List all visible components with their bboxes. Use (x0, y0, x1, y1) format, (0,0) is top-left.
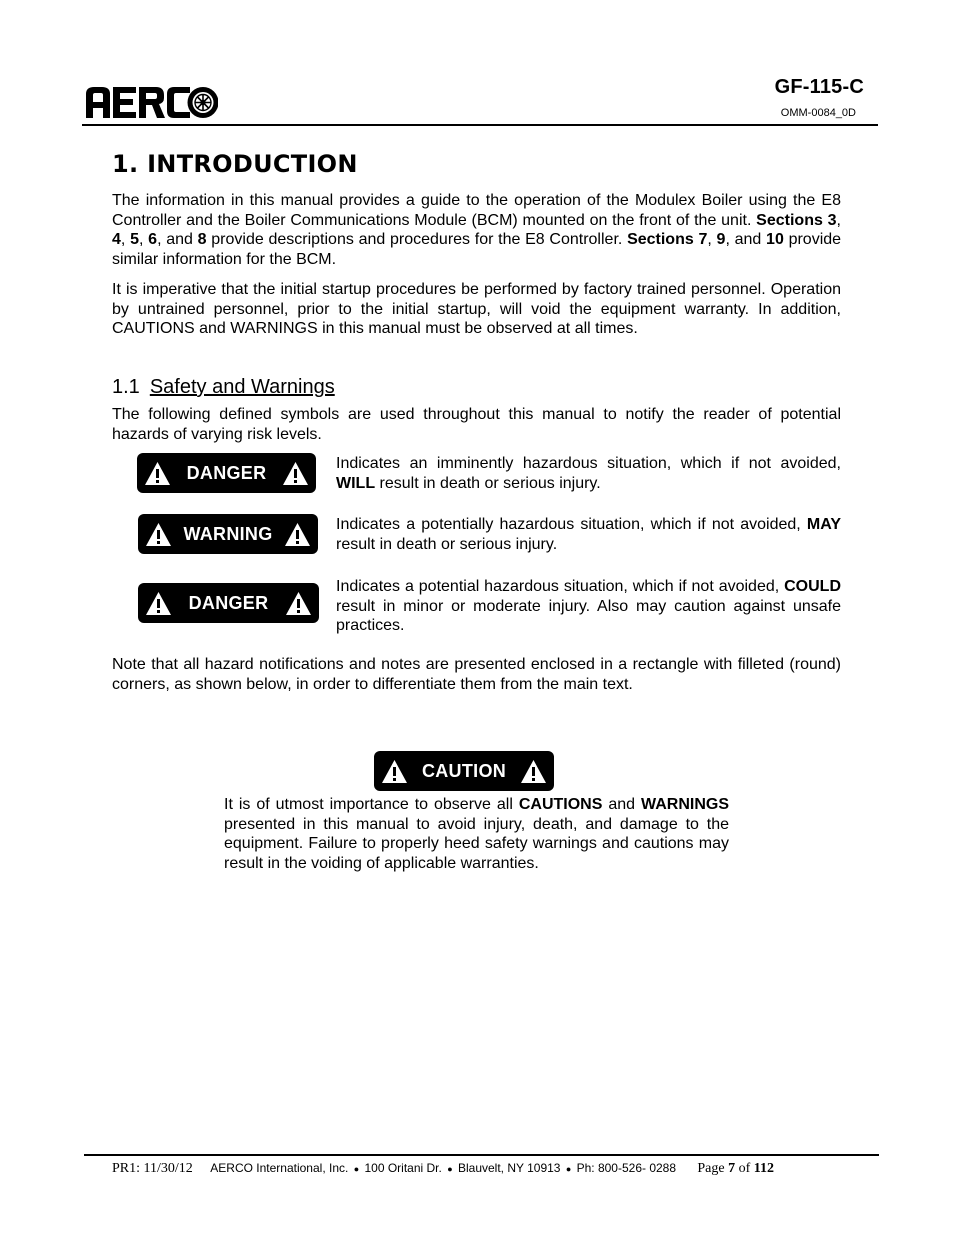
bold-ref: Sections 7 (627, 231, 708, 249)
text-run: provide descriptions and procedures for the E8 Controller. (206, 231, 628, 249)
text-run: Indicates a potentially hazardous situation, which if not avoided, (336, 516, 807, 533)
danger-label-text: DANGER (186, 462, 267, 483)
warning-label-text: WARNING (183, 523, 273, 544)
section-number: 1. (112, 150, 139, 178)
footer-divider (84, 1154, 879, 1156)
warning-triangle-icon (284, 522, 311, 547)
text-run: Indicates a potential hazardous situation, which if not avoided, (336, 578, 785, 595)
subsection-title: Safety and Warnings (149, 376, 335, 398)
of-word: of (738, 1161, 751, 1176)
text-run: The information in this manual provides a guide to the operation of the Modulex Boiler using the E8 Controller and the Boiler Communications Module (BCM) mounted on the front of the unit. (112, 192, 841, 229)
caution-label-text: CAUTION (421, 760, 507, 781)
emphasis: WILL (336, 474, 376, 492)
text-run: result in death or serious injury. (375, 474, 601, 492)
bold-ref: 8 (197, 231, 207, 249)
bold-ref: 9 (716, 231, 726, 249)
warning-label (138, 514, 318, 554)
bullet-icon: ● (565, 1163, 572, 1174)
notification-format-paragraph: Note that all hazard notifications and notes are presented enclosed in a rectangle with filleted (round) corners, as shown below, in order to differentiate them from the main text. (112, 656, 841, 693)
warning-triangle-icon (282, 461, 309, 486)
total-pages: 112 (753, 1161, 774, 1176)
page-number (697, 1161, 774, 1176)
emphasis: COULD (784, 578, 841, 595)
danger-label-text: DANGER (188, 592, 269, 613)
aerco-logo (84, 84, 218, 120)
text-run: presented in this manual to avoid injury, death, and damage to the equipment. Failure to properly heed safety warnings and cautions may result in the voiding of applicable warranties. (224, 815, 729, 873)
warning-triangle-icon (144, 461, 171, 486)
page-word: Page (697, 1161, 725, 1176)
emphasis: CAUTIONS (518, 796, 603, 813)
symbols-intro-paragraph: The following defined symbols are used throughout this manual to notify the reader of potential hazards of varying risk levels. (112, 406, 841, 443)
current-page: 7 (728, 1161, 736, 1176)
bullet-icon: ● (447, 1163, 453, 1174)
page-footer (112, 1161, 774, 1177)
warning-triangle-icon (520, 759, 547, 784)
bold-ref: 4 (112, 231, 121, 249)
danger-definition (336, 454, 841, 493)
text-run: result in minor or moderate injury. Also may caution against unsafe practices. (336, 597, 841, 635)
company-name: AERCO International, Inc. (210, 1161, 349, 1175)
warning-triangle-icon (145, 522, 172, 547)
warning-triangle-icon (381, 759, 408, 784)
text-run: and (602, 796, 641, 813)
text-run: result in death or serious injury. (336, 535, 558, 553)
text-run: , (707, 231, 717, 249)
caution-label (374, 751, 554, 791)
text-run: Indicates an imminently hazardous situation, which if not avoided, (336, 455, 841, 472)
bold-ref: 10 (766, 231, 784, 249)
caution-definition (336, 577, 841, 636)
section-title: INTRODUCTION (147, 150, 358, 178)
bold-ref: 6 (148, 231, 158, 249)
text-run: , (120, 231, 131, 249)
intro-paragraph (112, 191, 841, 270)
phone-number: Ph: 800-526- 0288 (576, 1161, 677, 1175)
warning-definition (336, 515, 841, 554)
street-address: 100 Oritani Dr. (364, 1161, 442, 1175)
document-code: GF-115-C (774, 76, 864, 98)
text-run: provide similar information for the BCM. (112, 231, 842, 269)
bold-ref: Sections 3 (756, 211, 837, 229)
text-run: , and (157, 231, 198, 249)
bold-ref: 5 (130, 231, 139, 249)
text-run: , (836, 211, 841, 229)
text-run: It is of utmost importance to observe all (224, 796, 519, 813)
city-state-zip: Blauvelt, NY 10913 (457, 1161, 561, 1175)
danger-label (137, 453, 316, 493)
text-run: , (138, 231, 149, 249)
bullet-icon: ● (353, 1163, 360, 1174)
danger-label (138, 583, 319, 623)
header-divider (82, 124, 878, 126)
caution-note (224, 795, 729, 874)
print-date: PR1: 11/30/12 (112, 1161, 193, 1176)
emphasis: MAY (806, 516, 841, 533)
emphasis: WARNINGS (641, 796, 729, 813)
subsection-number: 1.1 (112, 376, 140, 398)
warning-triangle-icon (285, 591, 312, 616)
startup-paragraph: It is imperative that the initial startup procedures be performed by factory trained personnel. Operation by untrained personnel, prior to the initial startup, will void the equipment warranty. In addition, CAUTIONS and WARNINGS in this manual must be observed at all times. (112, 281, 841, 338)
warning-triangle-icon (145, 591, 172, 616)
section-heading (112, 150, 358, 178)
subsection-heading (112, 376, 335, 399)
document-revision: OMM-0084_0D (780, 107, 856, 119)
company-address (210, 1161, 679, 1175)
text-run: , and (725, 231, 767, 249)
